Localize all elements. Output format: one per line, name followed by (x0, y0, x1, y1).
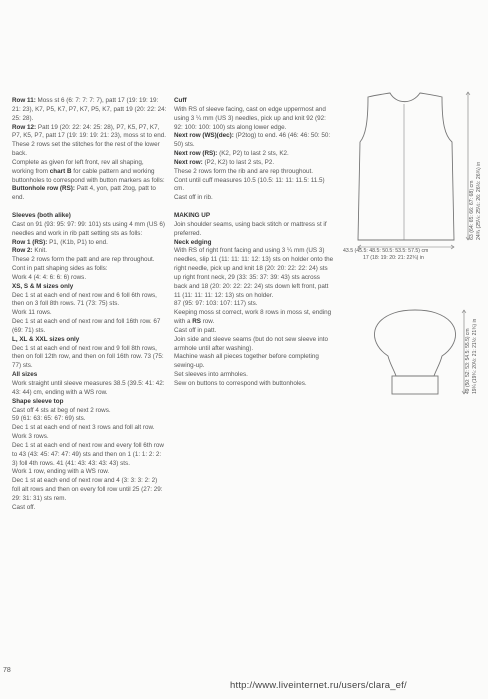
instruction-text: Cast on 91 (93: 95: 97: 99: 101) sts using 4 mm (US 6) needles and work in rib patt setting sts as folls: (12, 220, 165, 237)
instruction-text: Dec 1 st at each end of next row and 9 foll 8th rows, then on foll 12th row, and then on foll 16th row. 73 (75: 77) sts. (12, 344, 164, 370)
instruction-paragraph (12, 265, 167, 274)
instruction-text: With RS of sleeve facing, cast on edge uppermost and using 3 ¼ mm (US 3) needles, pick up and knit 92 (92: 92: 100: 100: 100) sts along lower edge. (174, 105, 326, 131)
instruction-text: P1, (K1b, P1) to end. (47, 238, 108, 246)
instruction-paragraph (12, 141, 167, 159)
instruction-paragraph (174, 371, 334, 380)
instruction-text: (P2, K2) to last 2 sts, P2. (202, 158, 275, 166)
instruction-paragraph (12, 292, 167, 310)
instruction-text: With RS of right front facing and using 3 ¼ mm (US 3) needles, slip 11 (11: 11: 11: 12: 13) sts on holder onto the right needle, pick up and knit 18 (20: 20: 22: 22: 24) sts up right front neck, 29 (33: 35: 37: 39: 43) sts across back and 18 (20: 20: 22: 22: 24) sts down left front, patt 11 (11: 11: 11: 12: 13) sts on holder. (174, 247, 334, 299)
instruction-paragraph (12, 212, 167, 221)
instruction-text: Dec 1 st at each end of next row and foll 16th row. 67 (69: 71) sts. (12, 318, 161, 334)
instruction-text: Work straight until sleeve measures 38.5 (39.5: 41: 42: 43: 44) cm, ending with a WS row. (12, 380, 165, 396)
instruction-paragraph (12, 477, 167, 504)
instruction-text: Sew on buttons to correspond with buttonholes. (174, 380, 307, 387)
section-heading: chart B (49, 167, 72, 175)
instruction-paragraph (174, 212, 334, 221)
instruction-paragraph (12, 239, 167, 248)
instruction-paragraph (174, 150, 334, 159)
instruction-paragraph (12, 433, 167, 442)
section-heading: All sizes (12, 371, 38, 379)
section-heading: Shape sleeve top (12, 397, 64, 405)
instruction-text: Join side and sleeve seams (but do not sew sleeve into armhole until after washing). (174, 335, 329, 352)
sleeve-length-inch-label: 19¼ (19¾: 20½: 21: 21½: 21¾) in (472, 318, 478, 394)
instruction-text: Patt 19 (20: 22: 24: 25: 28), P7, K5, P7, K7, P7, K5, P7, patt 17 (19: 19: 19: 21: 23), moss st to end. (12, 123, 167, 140)
instruction-paragraph (12, 415, 167, 424)
instruction-paragraph (174, 106, 334, 133)
instruction-paragraph (12, 318, 167, 336)
instruction-paragraph (174, 327, 334, 336)
instruction-text: Work 4 (4: 4: 6: 6: 6) rows. (12, 273, 87, 281)
instruction-paragraph (12, 309, 167, 318)
instruction-text: Cast off in rib. (174, 194, 213, 202)
instruction-text: 87 (95: 97: 103: 107: 117) sts. (174, 300, 258, 308)
instruction-text: Work 3 rows. (12, 433, 49, 441)
instruction-text: (P2tog) to end. 46 (46: 46: 50: 50: 50) sts. (174, 132, 331, 149)
body-length-inch-label: 24¾ (25¼: 25½: 26: 26½: 26¾) in (476, 161, 482, 240)
instruction-text: Cast off. (12, 503, 36, 511)
sleeve-schematic (350, 300, 488, 420)
instruction-paragraph (12, 468, 167, 477)
instruction-paragraph (174, 300, 334, 309)
paragraph-gap (174, 203, 334, 212)
instruction-paragraph (174, 309, 334, 327)
instruction-paragraph (12, 442, 167, 469)
row-label: Next row (RS): (174, 150, 218, 158)
instruction-text: Dec 1 st at each end of next row and 6 foll 6th rows, then on 3 foll 8th rows. 71 (73: 75) sts. (12, 291, 157, 308)
instruction-text: 59 (61: 63: 65: 67: 69) sts. (12, 415, 86, 423)
instruction-text: Complete as given for left front, rev all shaping, working from (12, 158, 144, 175)
row-label: Row 1 (RS): (12, 238, 48, 246)
instruction-text: row. (200, 318, 215, 326)
instruction-paragraph (174, 221, 334, 239)
right-text-column (174, 97, 334, 389)
sleeve-outline (374, 310, 455, 376)
row-label: Row 12: (12, 123, 37, 131)
section-heading: Cuff (174, 97, 187, 104)
section-heading: RS (192, 318, 201, 326)
instruction-text: Patt 4, yon, patt 2tog, patt to end. (12, 185, 156, 202)
instruction-text: Cast off in patt. (174, 326, 217, 334)
paragraph-gap (12, 203, 167, 212)
row-label: Buttonhole row (RS): (12, 185, 75, 193)
body-schematic (340, 80, 488, 280)
instruction-paragraph (174, 247, 334, 300)
instruction-paragraph (12, 424, 167, 433)
instruction-text: Cont until cuff measures 10.5 (10.5: 11: 11: 11.5: 11.5) cm. (174, 176, 325, 193)
instruction-paragraph (174, 336, 334, 354)
page-number: 78 (3, 667, 11, 674)
instruction-paragraph (12, 256, 167, 265)
source-url[interactable]: http://www.liveinternet.ru/users/clara_ef/ (230, 680, 407, 691)
row-label: Next row (WS)(dec): (174, 132, 234, 140)
instruction-text: Work 1 row, ending with a WS row. (12, 468, 110, 476)
instruction-paragraph (12, 221, 167, 239)
instruction-text: (K2, P2) to last 2 sts, K2. (217, 150, 289, 158)
instruction-paragraph (12, 124, 167, 142)
instruction-paragraph (174, 380, 334, 389)
instruction-paragraph (12, 407, 167, 416)
instruction-text: Work 11 rows. (12, 309, 52, 317)
instruction-paragraph (12, 336, 167, 345)
instruction-paragraph (12, 247, 167, 256)
instruction-text: Cont in patt shaping sides as folls: (12, 265, 108, 273)
instruction-paragraph (12, 504, 167, 513)
row-label: Row 11: (12, 97, 36, 104)
body-outline (358, 93, 454, 240)
instruction-text: Dec 1 st at each end of next row and 4 (3: 3: 3: 2: 2) foll alt rows and then on every foll row until 25 (27: 29: 29: 31: 31) sts rem. (12, 477, 163, 502)
instruction-text: These 2 rows form the patt and are rep throughout. (12, 256, 155, 264)
section-heading: L, XL & XXL sizes only (12, 335, 80, 343)
instruction-text: Machine wash all pieces together before completing sewing-up. (174, 353, 319, 370)
section-heading: Sleeves (both alike) (12, 211, 71, 219)
instruction-text: Set sleeves into armholes. (174, 371, 248, 379)
section-heading: XS, S & M sizes only (12, 282, 74, 290)
instruction-paragraph (12, 97, 167, 124)
sleeve-cuff (392, 376, 438, 394)
row-label: Next row: (174, 158, 203, 166)
instruction-text: Dec 1 st at each end of next row and every foll 6th row to 43 (43: 45: 47: 47: 49) sts and then on 1 (1: 1: 2: 2: 3) foll 4th rows. 41 (41: 43: 43: 43: 43) sts. (12, 441, 164, 467)
instruction-text: Join shoulder seams, using back stitch or mattress st if preferred. (174, 220, 327, 237)
body-width-inch-label: 17 (18: 19: 20: 21: 22¾) in (363, 255, 424, 261)
instruction-paragraph (174, 177, 334, 195)
section-heading: Neck edging (174, 238, 212, 246)
instruction-paragraph (174, 97, 334, 106)
instruction-text: Dec 1 st at each end of next 3 rows and foll alt row. (12, 424, 155, 432)
body-width-label: 43.5 (45.5: 48.5: 50.5: 53.5: 57.5) cm (343, 248, 429, 254)
left-text-column (12, 97, 167, 513)
instruction-paragraph (12, 398, 167, 407)
row-label: Row 2: (12, 247, 33, 255)
instruction-paragraph (174, 168, 334, 177)
section-heading: MAKING UP (174, 211, 211, 219)
instruction-paragraph (12, 371, 167, 380)
instruction-text: Keeping moss st correct, work 8 rows in moss st, ending with a (174, 309, 332, 326)
instruction-paragraph (12, 380, 167, 398)
body-length-label: 63 (64: 65: 66: 67: 68) cm (469, 180, 475, 240)
instruction-paragraph (174, 159, 334, 168)
instruction-paragraph (174, 239, 334, 248)
sleeve-length-label: 49 (50: 52: 53: 54.5: 55.5) cm (465, 328, 471, 394)
instruction-paragraph (174, 353, 334, 371)
instruction-paragraph (12, 274, 167, 283)
instruction-text: These 2 rows set the stitches for the rest of the lower back. (12, 141, 160, 158)
instruction-paragraph (12, 345, 167, 372)
instruction-text: for cable pattern and working buttonholes to correspond with button markers as folls: (12, 167, 165, 184)
instruction-paragraph (174, 132, 334, 150)
instruction-paragraph (12, 185, 167, 203)
instruction-text: Moss st 6 (6: 7: 7: 7: 7), patt 17 (19: 19: 19: 21: 23), K7, P5, K7, P7, K7, P5, K7, patt 19 (20: 22: 24: 25: 28). (12, 97, 167, 122)
instruction-text: These 2 rows form the rib and are rep throughout. (174, 167, 313, 175)
instruction-text: Cast off 4 sts at beg of next 2 rows. (12, 406, 111, 414)
instruction-paragraph (174, 194, 334, 203)
instruction-paragraph (12, 159, 167, 186)
instruction-text: Knit. (32, 247, 47, 255)
instruction-paragraph (12, 283, 167, 292)
